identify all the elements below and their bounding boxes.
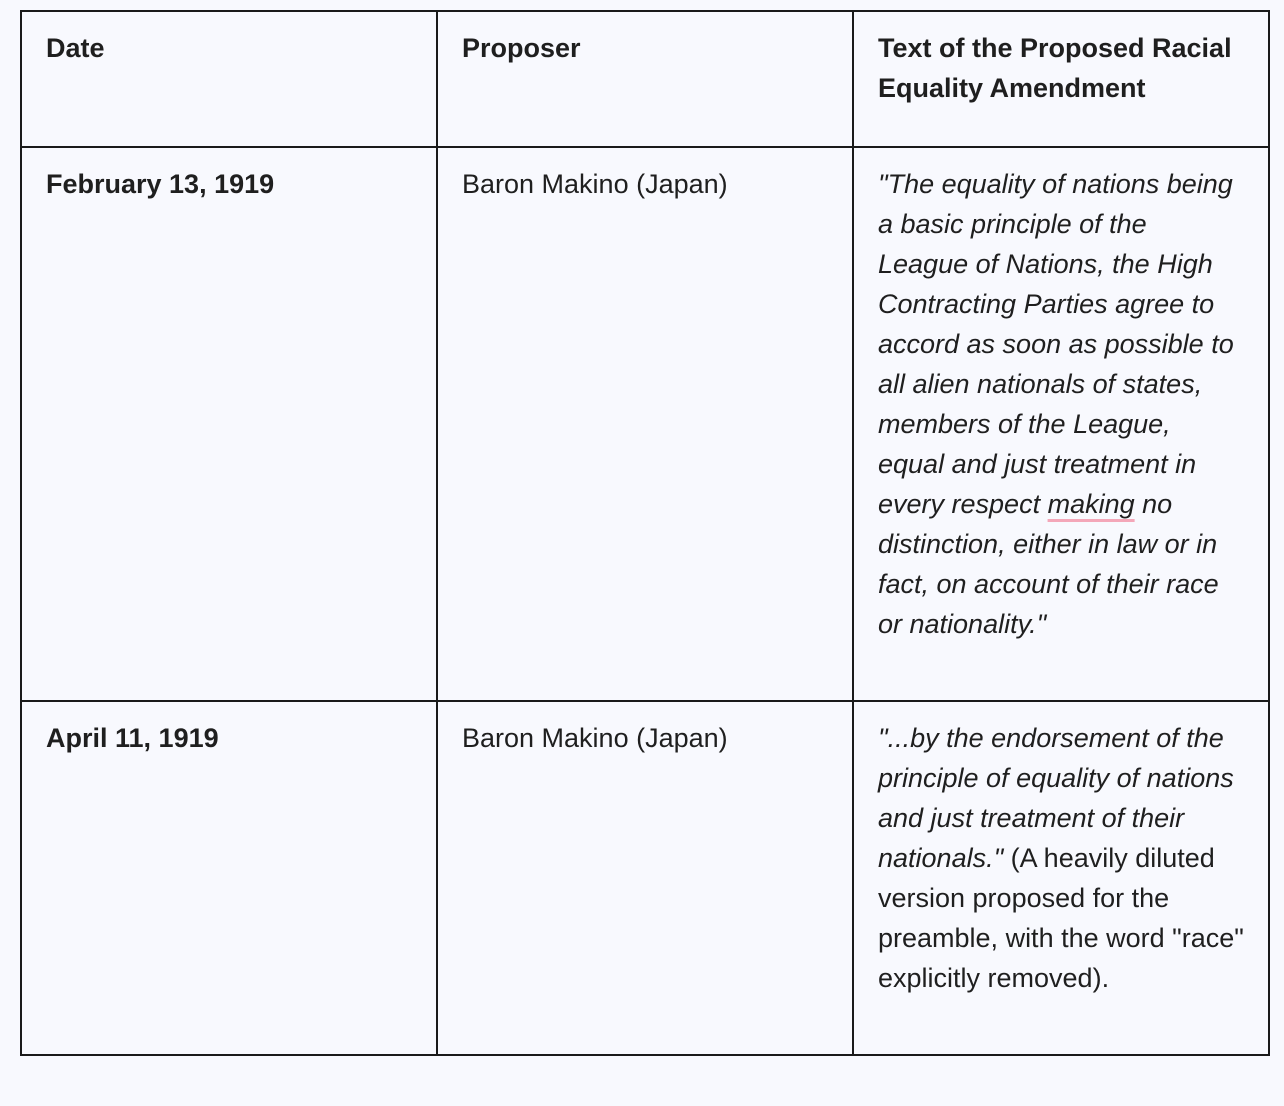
- table-row: [21, 701, 1269, 1055]
- amendment-quote: "...by the endorsement of the principle of equality of nations and just treatment of their nationals.": [878, 723, 1234, 873]
- amendment-note: (A heavily diluted version proposed for the preamble, with the word "race" explicitly removed).: [878, 843, 1244, 993]
- spellcheck-flagged-word[interactable]: making: [1047, 489, 1135, 519]
- row-amendment-text: [853, 701, 1269, 1055]
- row-amendment-text: [853, 147, 1269, 701]
- row-proposer: Baron Makino (Japan): [437, 701, 853, 1055]
- table-row: [21, 147, 1269, 701]
- amendment-quote: [878, 169, 1234, 639]
- row-date: February 13, 1919: [21, 147, 437, 701]
- header-proposer: Proposer: [437, 11, 853, 147]
- quote-text-part: "The equality of nations being a basic principle of the League of Nations, the High Contracting Parties agree to accord as soon as possible to all alien nationals of states, members of the League, equal and just treatment in every respect: [878, 169, 1234, 519]
- amendment-table: [20, 10, 1270, 1056]
- header-date: Date: [21, 11, 437, 147]
- table-header-row: [21, 11, 1269, 147]
- row-proposer: Baron Makino (Japan): [437, 147, 853, 701]
- row-date: April 11, 1919: [21, 701, 437, 1055]
- quote-text-part: no distinction, either in law or in fact, on account of their race or nationality.": [878, 489, 1219, 639]
- header-amendment-text: Text of the Proposed Racial Equality Amendment: [853, 11, 1269, 147]
